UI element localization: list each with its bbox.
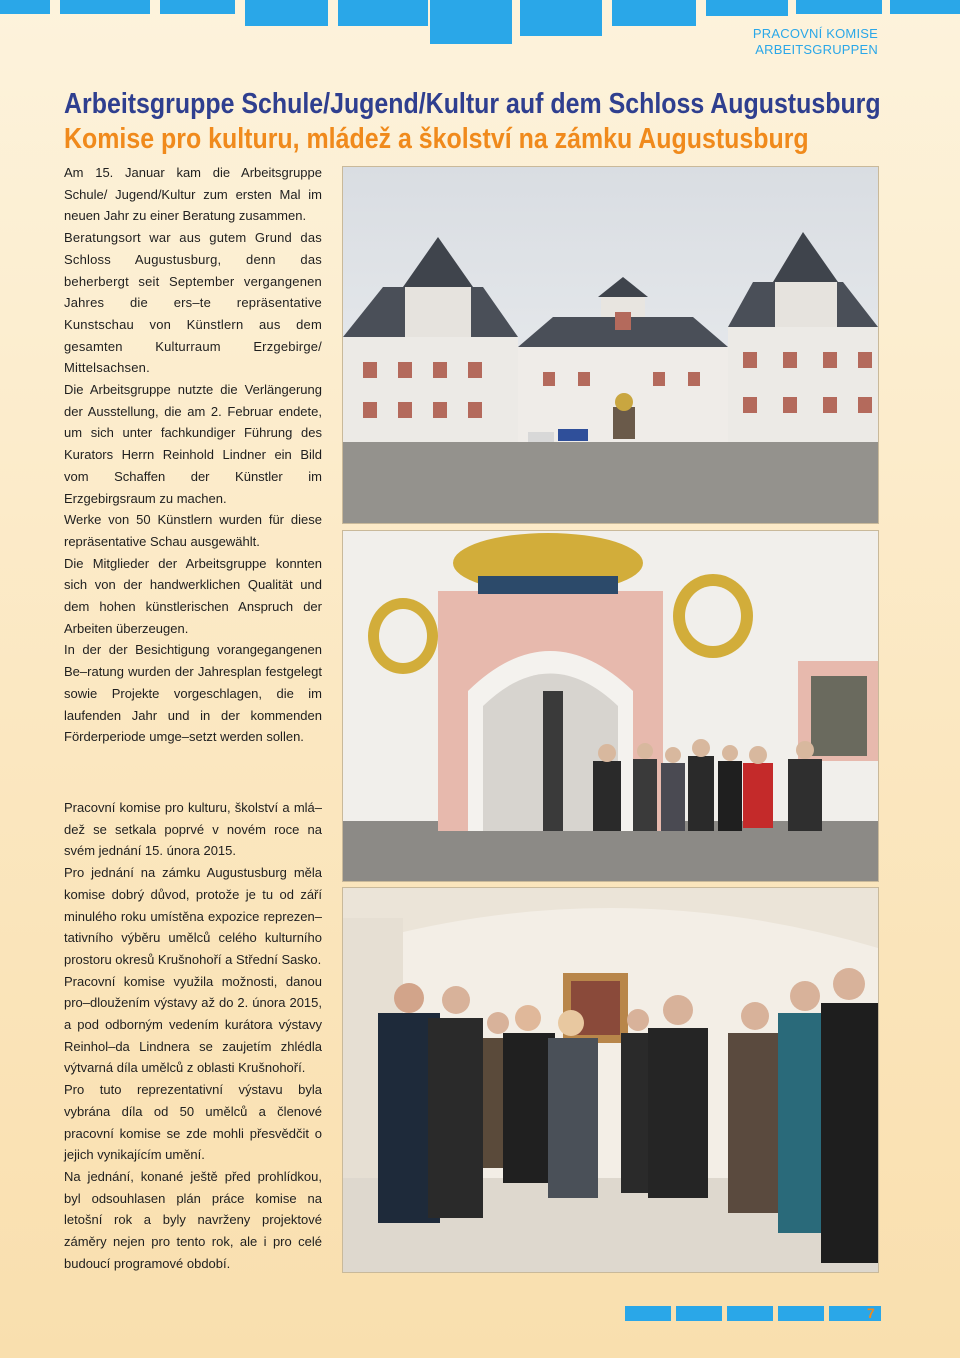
german-article: [64, 162, 322, 748]
czech-paragraph: Na jednání, konané ještě před prohlídkou, byl odsouhlasen plán práce komise na letošní rok a byly navrženy projektové záměry nejen pro tento rok, ale i pro celé budoucí programové období.: [64, 1168, 322, 1271]
german-paragraph: Am 15. Januar kam die Arbeitsgruppe Schule/ Jugend/Kultur zum ersten Mal im neuen Jahr zu einer Beratung zusammen.: [64, 165, 322, 224]
section-label: [753, 26, 878, 58]
castle-portal-group-photo: [342, 530, 879, 882]
german-paragraph: Beratungsort war aus gutem Grund das Schloss Augustusburg, denn das beherbergt seit September vergangenen Jahres die ers–te repräsentative Kunstschau von Künstlern aus dem gesamten Kulturraum Erzgebirge/ Mittelsachsen.: [64, 230, 322, 376]
page-number: 7: [867, 1305, 875, 1321]
german-paragraph: In der der Besichtigung vorangegangenen Be–ratung wurden der Jahresplan festgelegt sowie Projekte vorgeschlagen, die im laufenden Jahr und in der kommenden Förderperiode umge–setzt werden sollen.: [64, 642, 322, 745]
german-paragraph: Werke von 50 Künstlern wurden für diese repräsentative Schau ausgewählt.: [64, 512, 322, 549]
czech-paragraph: Pracovní komise pro kulturu, školství a mlá–dež se setkala poprvé v novém roce na svém jednání 15. února 2015.: [64, 800, 322, 859]
czech-paragraph: Pracovní komise využila možnosti, danou pro–dloužením výstavy až do 2. února 2015, a pod odborným vedením kurátora výstavy Reinhol–da Lindnera se zaujetím zhlédla výtvarná díla umělců z oblasti Krušnohoří.: [64, 973, 322, 1076]
section-label-german: ARBEITSGRUPPEN: [755, 42, 878, 57]
czech-article: [64, 797, 322, 1274]
exhibition-room-group-photo: [342, 887, 879, 1273]
german-paragraph: Die Arbeitsgruppe nutzte die Verlängerung der Ausstellung, die am 2. Februar endete, um sich unter fachkundiger Führung des Kurators Herrn Reinhold Lindner ein Bild vom Schaffen der Künstler im Erzgebirgsraum zu machen.: [64, 382, 322, 506]
german-paragraph: Die Mitglieder der Arbeitsgruppe konnten sich von der handwerklichen Qualität und dem hohen künstlerischen Anspruch der Arbeiten überzeugen.: [64, 555, 322, 636]
page-title-czech: Komise pro kulturu, mládež a školství na zámku Augustusburg: [64, 123, 809, 155]
castle-courtyard-photo: [342, 166, 879, 524]
czech-paragraph: Pro jednání na zámku Augustusburg měla komise dobrý důvod, protože je tu od září minulého roku umístěna expozice reprezen–tativního výběru umělců celého kulturního prostoru okresů Krušnohoří a Střední Sasko.: [64, 865, 322, 967]
czech-paragraph: Pro tuto reprezentativní výstavu byla vybrána díla od 50 umělců a členové pracovní komise se zde mohli přesvědčit o jejich vynikajícím umění.: [64, 1082, 322, 1163]
page-title-german: Arbeitsgruppe Schule/Jugend/Kultur auf dem Schloss Augustusburg: [64, 88, 881, 120]
section-label-czech: PRACOVNÍ KOMISE: [752, 26, 878, 41]
